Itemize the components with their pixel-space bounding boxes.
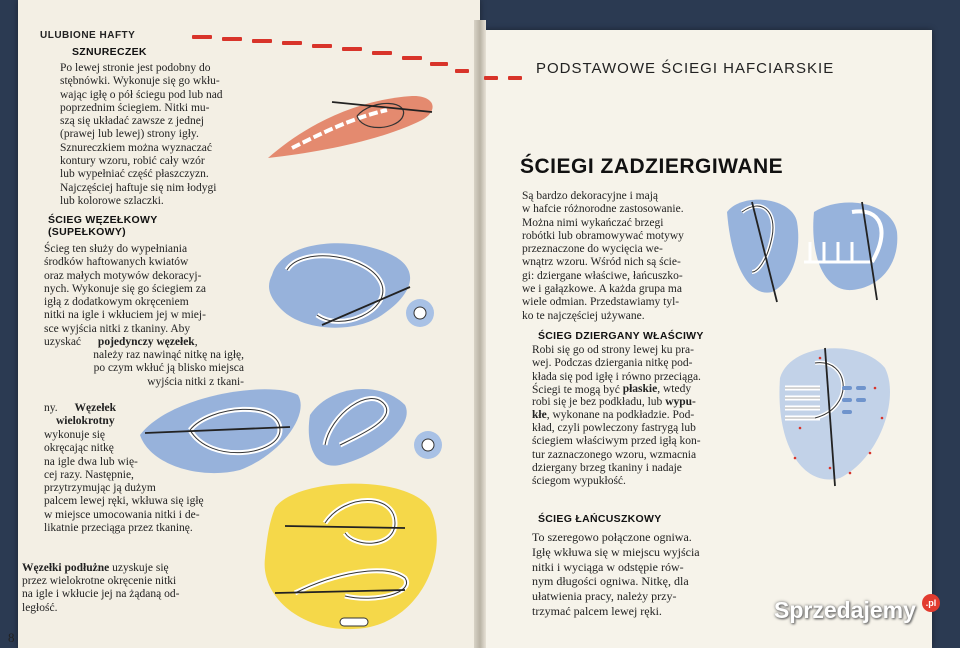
text-line: nitki i wyciąga w odstępie rów- (532, 559, 684, 574)
text-line: ko te najczęściej używane. (522, 309, 645, 322)
term-pojedynczy-wezelek: pojedynczy węzełek (97, 336, 195, 348)
watermark-text: Sprzedajemy (774, 597, 916, 623)
text-uzyskuje: uzyskuje się (109, 562, 169, 574)
lancuszkowy-heading (538, 513, 662, 525)
text-line: kontury wzoru, robić cały wzór (60, 155, 205, 168)
text-line: wnątrz wzoru. Wśród nich są ście- (522, 256, 681, 269)
text-line: tur zaznaczonego wzoru, wzmacnia (532, 448, 697, 461)
text-line: przez wielokrotne okręcenie nitki (22, 575, 177, 587)
text-line: Są bardzo dekoracyjne i mają (522, 190, 659, 202)
text-line: w hafcie różnorodne zastosowanie. (522, 203, 684, 216)
weselkowy-paragraph (44, 243, 244, 336)
term-kle: kłe (532, 409, 547, 421)
text-line: gi: dziergane właściwe, łańcuszko- (522, 269, 683, 282)
weselkowy-paragraph-4 (22, 575, 254, 615)
text-line: Po lewej stronie jest podobny do (60, 62, 211, 74)
term-wielokrotny: wielokrotny (56, 415, 115, 428)
text-line: sce wyjścia nitki z tkaniny. Aby (44, 322, 191, 335)
dziergany-line-plaskie (532, 383, 744, 396)
text-line: ułatwienia pracy, należy przy- (532, 589, 677, 604)
text-line: wykonuje się (44, 429, 106, 441)
text-line: poprzednim ściegiem. Nitki mu- (60, 101, 210, 114)
dziergany-line-wypu (532, 396, 744, 409)
sznureczek-paragraph (60, 62, 256, 208)
weselkowy-bold-line (44, 336, 244, 349)
dziergany-illustration-1 (722, 192, 902, 312)
text-line: przeznaczone do wycięcia we- (522, 243, 663, 256)
text-line: kłada się pod igłę i równo przeciąga. (532, 370, 701, 383)
text-line: Robi się go od strony lewej ku pra- (532, 344, 694, 356)
dziergany-paragraph-2 (532, 422, 744, 488)
text-line: wyjścia nitki z tkani- (147, 375, 244, 388)
text-line: cej razy. Następnie, (44, 468, 134, 481)
text-line: ległość. (22, 601, 58, 614)
wezelek-illustration-2 (130, 375, 450, 485)
section-title-dziergany: ŚCIEG DZIERGANY WŁAŚCIWY (538, 330, 704, 342)
text-line: (prawej lub lewej) strony igły. (60, 128, 199, 141)
term-wezelek: Węzełek (74, 402, 117, 414)
text-line: wiele odmian. Przedstawiamy tyl- (522, 296, 680, 309)
section-subtitle-supelkowy: (SUPEŁKOWY) (48, 226, 126, 238)
text-line: trzymać palcem lewej ręki. (532, 603, 662, 618)
text-line: kład, czyli powleczony fastrygą lub (532, 422, 696, 434)
text-ny: ny. (44, 402, 58, 414)
text-uzyskac: uzyskać (44, 336, 82, 348)
text-line: należy raz nawinąć nitkę na igłę, (93, 349, 244, 361)
section-title-sznureczek: SZNURECZEK (72, 46, 147, 58)
text-line: oraz małych motywów dekoracyj- (44, 269, 202, 282)
page-number: 8 (8, 630, 15, 645)
term-wypu: wypu- (665, 396, 696, 408)
text-line: po czym wkłuć ją blisko miejsca (93, 362, 244, 375)
running-header-right: PODSTAWOWE ŚCIEGI HAFCIARSKIE (536, 60, 835, 77)
text-line: robótki lub obramowywać motywy (522, 229, 684, 242)
text-line: ściegom wypukłość. (532, 475, 626, 488)
text-line: okręcając nitkę (44, 442, 114, 455)
lancuszkowy-paragraph (532, 530, 752, 619)
text-line: przytrzymując ją dużym (44, 482, 156, 495)
book-spine (474, 20, 486, 648)
section-title-weselkowy: ŚCIEG WĘZEŁKOWY (48, 214, 158, 226)
weselkowy-heading (48, 214, 158, 238)
term-wezelki-podluzne: Węzełki podłużne (22, 562, 110, 574)
text-line: likatnie przeciąga przez tkaninę. (44, 522, 193, 535)
text-line: Najczęściej haftuje się nim łodygi (60, 181, 217, 194)
weselkowy-wielokrotny (44, 402, 116, 429)
text-line: nitki na igle i wkłuciem jej w miej- (44, 309, 206, 322)
watermark-tld-badge: .pl (922, 594, 940, 612)
wezelek-illustration-1 (262, 235, 447, 345)
section-title-lancuszkowy: ŚCIEG ŁAŃCUSZKOWY (538, 513, 662, 525)
page-title: ŚCIEGI ZADZIERGIWANE (520, 155, 784, 178)
text-line: Ściegi te mogą być (532, 383, 620, 396)
intro-paragraph (522, 190, 722, 323)
text-line: Sznureczkiem można wyznaczać (60, 141, 212, 154)
running-header-left: ULUBIONE HAFTY (40, 30, 136, 41)
text-line: wając igłę o pół ściegu pod lub nad (60, 88, 223, 101)
text-line: lub kolorowe szlaczki. (60, 194, 164, 207)
text-line: stębnówki. Wykonuje się go wkłu- (60, 75, 220, 88)
text-wtedy: , wtedy (657, 383, 692, 395)
wezelek-podluzny-illustration (255, 478, 455, 638)
watermark (774, 597, 937, 624)
dziergany-heading (538, 330, 704, 342)
text-line: środków haftowanych kwiatów (44, 256, 189, 269)
term-plaskie: płaskie (622, 383, 658, 395)
text-line: na igle dwa lub wię- (44, 455, 138, 468)
text-line: Igłę wkłuwa się w miejscu wyjścia (532, 544, 700, 559)
sznureczek-section (72, 46, 147, 58)
text-line: wej. Podczas dziergania nitkę pod- (532, 357, 693, 370)
text-line: na igle i wkłucie jej na żądaną od- (22, 588, 180, 601)
text-line: dziergany brzeg tkaniny i nadaje (532, 461, 682, 474)
text-line: nym długości ogniwa. Nitkę, dla (532, 574, 689, 589)
text-line: w miejsce umocowania nitki i de- (44, 508, 200, 521)
wezelki-podluzne-line (22, 562, 252, 575)
text-line: we i gałązkowe. A każda grupa ma (522, 283, 682, 296)
text-line: igłą z dodatkowym okręceniem (44, 296, 189, 309)
text-line: palcem lewej ręki, wkłuwa się igłę (44, 495, 204, 508)
dziergany-line-kle (532, 409, 744, 422)
text-comma: , (194, 336, 198, 348)
text-robi-sie: robi się je bez podkładu, lub (532, 396, 663, 408)
text-line: Ścieg ten służy do wypełniania (44, 243, 188, 255)
text-line: lub wypełniać część płaszczyzn. (60, 168, 209, 181)
text-line: szą się układać zawsze z jednej (60, 115, 204, 128)
dziergany-illustration-2 (770, 338, 900, 488)
text-line: nych. Wykonuje się go ściegiem za (44, 282, 206, 295)
text-line: To szeregowo połączone ogniwa. (532, 530, 692, 544)
text-wykonane: , wykonane na podkładzie. Pod- (546, 409, 695, 421)
text-line: ściegiem właściwym przed igłą kon- (532, 435, 701, 448)
text-line: Można nimi wykańczać brzegi (522, 216, 664, 229)
sznureczek-illustration (262, 88, 442, 168)
